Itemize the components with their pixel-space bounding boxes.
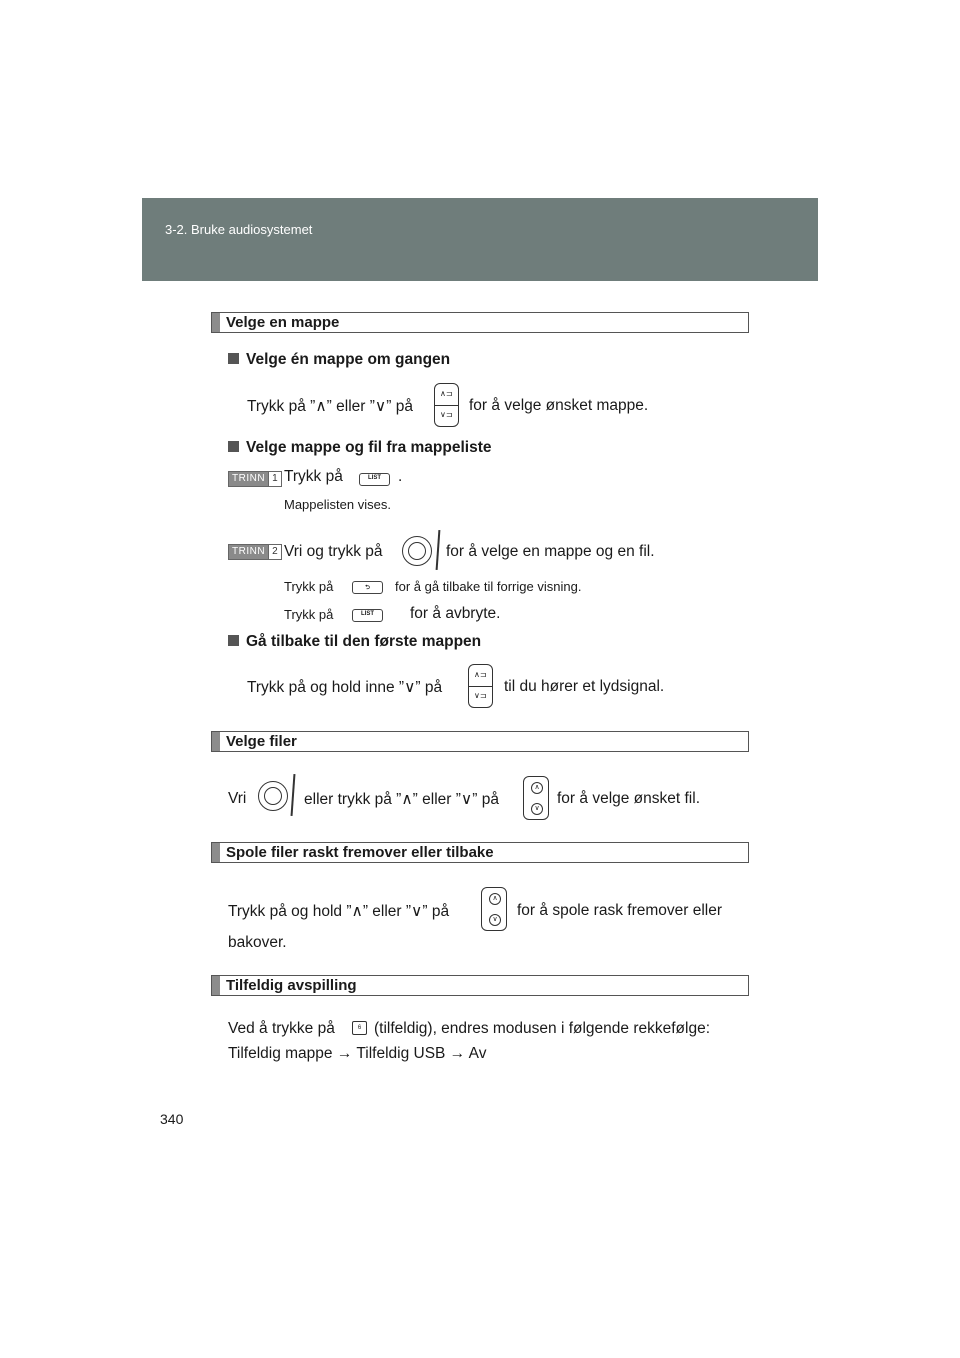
- subheading-one-folder: Velge én mappe om gangen: [228, 351, 450, 369]
- step-1: [228, 471, 282, 487]
- section-heading-files: [211, 731, 749, 752]
- section-title: Velge en mappe: [226, 314, 340, 331]
- instruction-text: eller trykk på ”∧” eller ”∨” på: [304, 791, 499, 808]
- rocker-track-icon: ∧ ∨: [523, 776, 549, 820]
- step-2: [228, 544, 282, 560]
- section-breadcrumb: 3-2. Bruke audiosystemet: [165, 222, 313, 237]
- section-heading-folder: [211, 312, 749, 333]
- back-button-icon: ⮌: [352, 581, 383, 594]
- random-button-icon: 6: [352, 1021, 367, 1035]
- section-title: Spole filer raskt fremover eller tilbake: [226, 844, 494, 861]
- step-text: for å velge en mappe og en fil.: [446, 543, 655, 560]
- step-note: Trykk på: [284, 579, 334, 594]
- step-note: Trykk på: [284, 607, 334, 622]
- instruction-text: Tilfeldig mappe → Tilfeldig USB → Av: [228, 1045, 487, 1062]
- header-band: [142, 198, 818, 281]
- instruction-text: for å velge ønsket mappe.: [469, 397, 649, 414]
- step-text: Trykk på: [284, 468, 343, 485]
- section-heading-seek: [211, 842, 749, 863]
- rocker-folder-icon: ∧⊐ ∨⊐: [468, 664, 493, 708]
- section-title: Velge filer: [226, 733, 297, 750]
- instruction-text: for å spole rask fremover eller: [517, 902, 723, 919]
- instruction-text: for å velge ønsket fil.: [557, 790, 701, 807]
- instruction-text: Ved å trykke på: [228, 1020, 335, 1037]
- instruction-text: Vri: [228, 790, 247, 807]
- list-button-icon: LIST: [359, 473, 390, 486]
- tune-knob-icon: [402, 536, 432, 566]
- page-number: 340: [160, 1111, 184, 1127]
- step-badge: TRINN 1: [228, 471, 282, 487]
- list-button-icon: LIST: [352, 609, 383, 622]
- step-note: Mappelisten vises.: [284, 497, 391, 512]
- step-note: for å gå tilbake til forrige visning.: [395, 579, 582, 594]
- instruction-text: bakover.: [228, 934, 287, 951]
- instruction-text: til du hører et lydsignal.: [504, 678, 665, 695]
- section-title: Tilfeldig avspilling: [226, 977, 357, 994]
- instruction-text: Trykk på ”∧” eller ”∨” på: [247, 398, 413, 415]
- section-heading-random: [211, 975, 749, 996]
- step-note: for å avbryte.: [410, 605, 501, 622]
- step-text: .: [398, 468, 403, 485]
- tune-knob-icon: [258, 781, 288, 811]
- step-text: Vri og trykk på: [284, 543, 383, 560]
- subheading-folder-list: Velge mappe og fil fra mappeliste: [228, 439, 492, 457]
- step-badge: TRINN 2: [228, 544, 282, 560]
- instruction-text: (tilfeldig), endres modusen i følgende rekkefølge:: [374, 1020, 710, 1037]
- instruction-text: Trykk på og hold inne ”∨” på: [247, 679, 443, 696]
- rocker-folder-icon: ∧⊐ ∨⊐: [434, 383, 459, 427]
- rocker-track-icon: ∧ ∨: [481, 887, 507, 931]
- subheading-first-folder: Gå tilbake til den første mappen: [228, 633, 481, 651]
- instruction-text: Trykk på og hold ”∧” eller ”∨” på: [228, 903, 450, 920]
